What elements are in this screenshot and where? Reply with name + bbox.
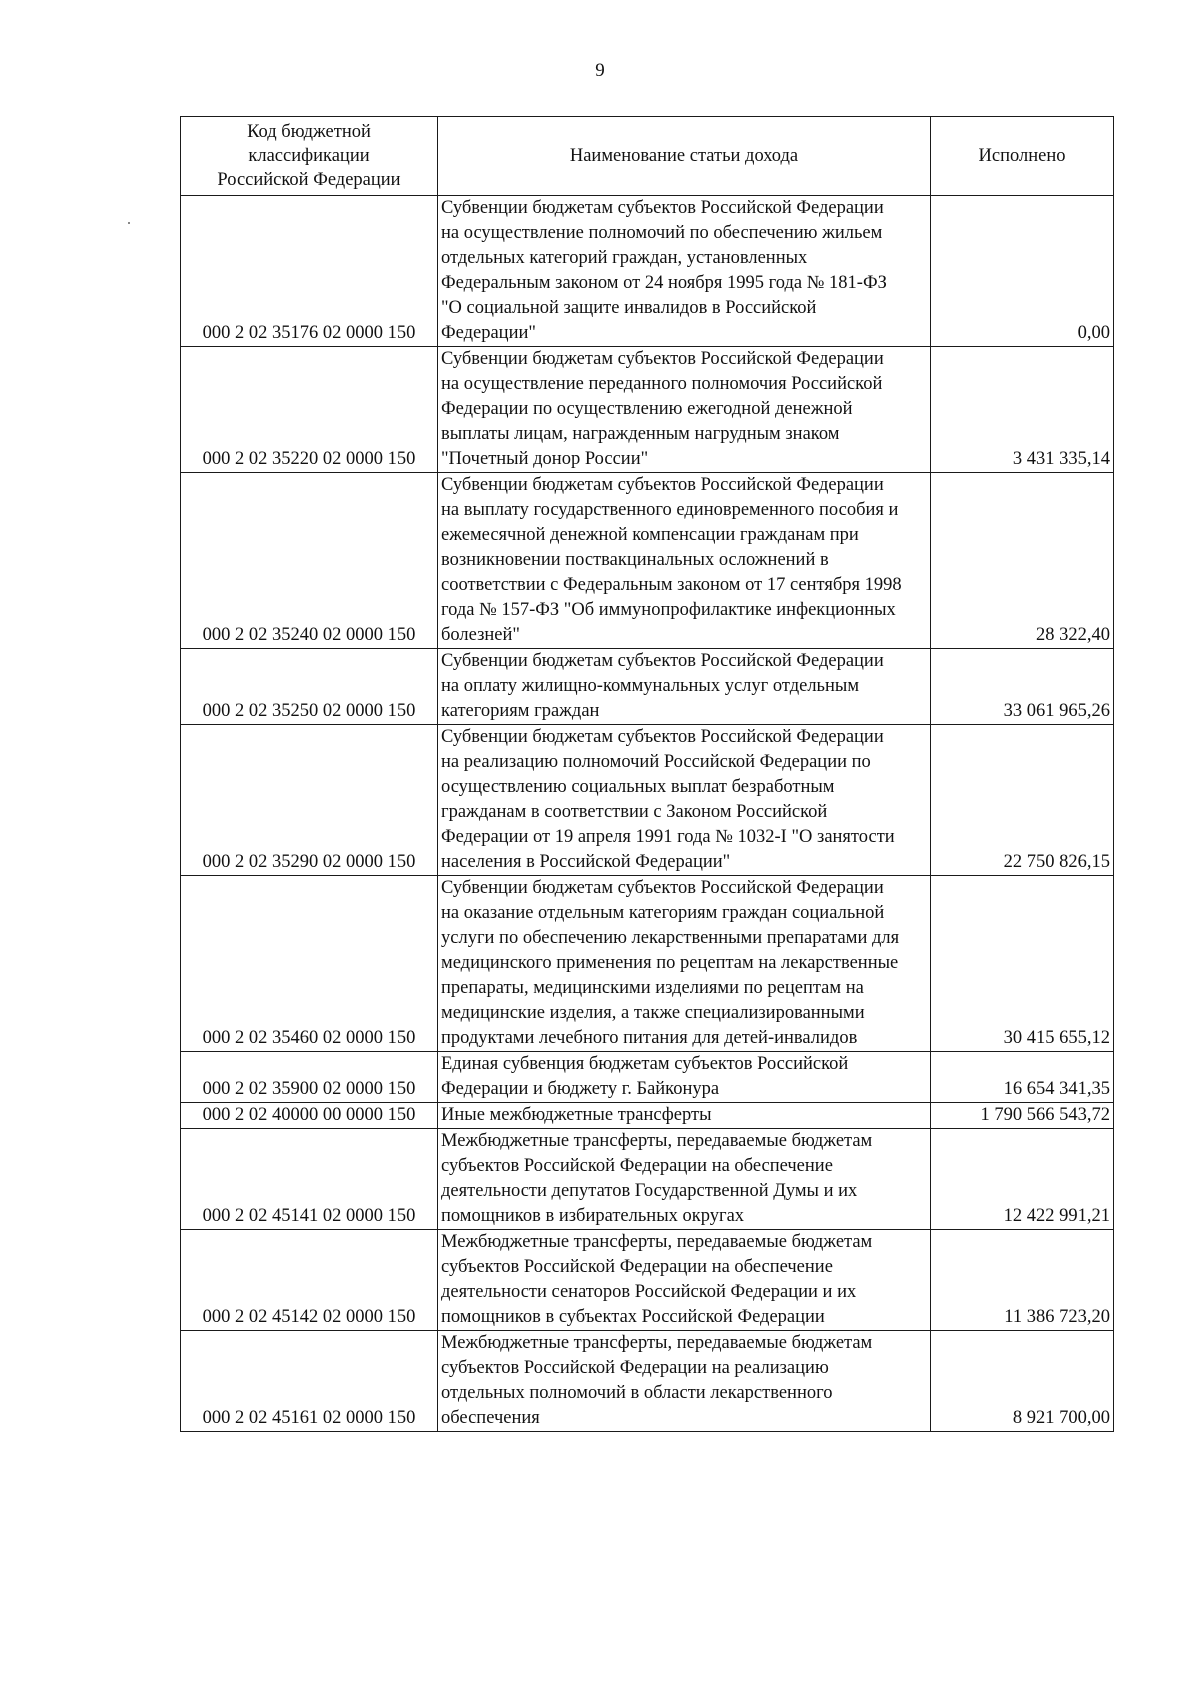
revenue-name-line: болезней" [441, 625, 520, 645]
revenue-name-line: соответствии с Федеральным законом от 17 сентября 1998 [441, 575, 902, 595]
revenue-name-line: медицинские изделия, а также специализированными [441, 1003, 865, 1023]
executed-amount-cell: 33 061 965,26 [931, 649, 1114, 725]
revenue-name-line: категориям граждан [441, 701, 600, 721]
scan-artifact-dot [128, 222, 130, 224]
revenue-name-line: Субвенции бюджетам субъектов Российской Федерации [441, 349, 884, 369]
revenue-name-line: на реализацию полномочий Российской Федерации по [441, 752, 871, 772]
executed-amount-cell: 30 415 655,12 [931, 876, 1114, 1052]
executed-amount-cell: 8 921 700,00 [931, 1331, 1114, 1432]
header-name: Наименование статьи дохода [438, 117, 931, 196]
budget-code-cell: 000 2 02 40000 00 0000 150 [181, 1103, 438, 1129]
revenue-name-cell [438, 1331, 931, 1432]
revenue-name-line: на оплату жилищно-коммунальных услуг отдельным [441, 676, 860, 696]
executed-amount-cell: 0,00 [931, 196, 1114, 347]
revenue-name-cell [438, 876, 931, 1052]
revenue-name-line: ежемесячной денежной компенсации гражданам при [441, 525, 859, 545]
revenue-name-line: гражданам в соответствии с Законом Российской [441, 802, 828, 822]
revenue-name-line: помощников в избирательных округах [441, 1206, 745, 1226]
revenue-name-line: Федеральным законом от 24 ноября 1995 года № 181-ФЗ [441, 273, 887, 293]
budget-code-cell: 000 2 02 35240 02 0000 150 [181, 473, 438, 649]
revenue-name-line: помощников в субъектах Российской Федерации [441, 1307, 825, 1327]
revenue-name-line: Субвенции бюджетам субъектов Российской Федерации [441, 651, 884, 671]
executed-amount-cell: 28 322,40 [931, 473, 1114, 649]
revenue-name-line: субъектов Российской Федерации на обеспечение [441, 1156, 833, 1176]
revenue-name-cell [438, 1129, 931, 1230]
table-row [181, 725, 1114, 876]
revenue-name-line: на оказание отдельным категориям граждан социальной [441, 903, 885, 923]
executed-amount-cell: 16 654 341,35 [931, 1052, 1114, 1103]
revenue-name-line: Межбюджетные трансферты, передаваемые бюджетам [441, 1131, 873, 1151]
revenue-name-line: услуги по обеспечению лекарственными препаратами для [441, 928, 900, 948]
table-row [181, 196, 1114, 347]
revenue-name-line: на осуществление переданного полномочия Российской [441, 374, 883, 394]
revenue-name-cell [438, 473, 931, 649]
header-row [181, 117, 1114, 196]
table-body [181, 196, 1114, 1432]
budget-code-cell: 000 2 02 35250 02 0000 150 [181, 649, 438, 725]
revenue-name-cell [438, 1103, 931, 1129]
header-code-line: классификации [248, 146, 370, 166]
table-row [181, 1230, 1114, 1331]
revenue-name-cell [438, 1052, 931, 1103]
budget-code-cell: 000 2 02 35460 02 0000 150 [181, 876, 438, 1052]
budget-code-cell: 000 2 02 35290 02 0000 150 [181, 725, 438, 876]
revenue-name-line: на выплату государственного единовременного пособия и [441, 500, 899, 520]
header-code [181, 117, 438, 196]
revenue-name-line: медицинского применения по рецептам на лекарственные [441, 953, 899, 973]
budget-code-cell: 000 2 02 35900 02 0000 150 [181, 1052, 438, 1103]
table-row [181, 1103, 1114, 1129]
revenue-name-line: Единая субвенция бюджетам субъектов Российской [441, 1054, 849, 1074]
revenue-name-line: деятельности депутатов Государственной Думы и их [441, 1181, 858, 1201]
revenue-name-line: деятельности сенаторов Российской Федерации и их [441, 1282, 857, 1302]
revenue-name-line: Субвенции бюджетам субъектов Российской Федерации [441, 878, 884, 898]
revenue-name-line: Федерации" [441, 323, 536, 343]
revenue-name-line: продуктами лечебного питания для детей-инвалидов [441, 1028, 858, 1048]
revenue-name-line: года № 157-ФЗ "Об иммунопрофилактике инфекционных [441, 600, 896, 620]
revenue-name-line: "Почетный донор России" [441, 449, 649, 469]
table-row [181, 473, 1114, 649]
revenue-name-line: Федерации по осуществлению ежегодной денежной [441, 399, 853, 419]
revenue-name-line: возникновении поствакцинальных осложнений в [441, 550, 829, 570]
revenue-name-line: препараты, медицинскими изделиями по рецептам на [441, 978, 864, 998]
revenue-name-line: обеспечения [441, 1408, 540, 1428]
revenue-name-line: Субвенции бюджетам субъектов Российской Федерации [441, 198, 884, 218]
table-row [181, 649, 1114, 725]
revenue-table [180, 116, 1114, 1432]
table-row [181, 1331, 1114, 1432]
executed-amount-cell: 11 386 723,20 [931, 1230, 1114, 1331]
table-row [181, 876, 1114, 1052]
revenue-name-line: Иные межбюджетные трансферты [441, 1105, 712, 1125]
executed-amount-cell: 12 422 991,21 [931, 1129, 1114, 1230]
executed-amount-cell: 3 431 335,14 [931, 347, 1114, 473]
revenue-name-line: населения в Российской Федерации" [441, 852, 731, 872]
revenue-name-line: выплаты лицам, награжденным нагрудным знаком [441, 424, 840, 444]
revenue-name-line: "О социальной защите инвалидов в Российской [441, 298, 817, 318]
revenue-name-cell [438, 196, 931, 347]
budget-code-cell: 000 2 02 45141 02 0000 150 [181, 1129, 438, 1230]
revenue-name-line: субъектов Российской Федерации на реализацию [441, 1358, 829, 1378]
executed-amount-cell: 1 790 566 543,72 [931, 1103, 1114, 1129]
budget-code-cell: 000 2 02 35176 02 0000 150 [181, 196, 438, 347]
budget-code-cell: 000 2 02 45142 02 0000 150 [181, 1230, 438, 1331]
table-row [181, 347, 1114, 473]
revenue-name-cell [438, 347, 931, 473]
table-row [181, 1052, 1114, 1103]
revenue-name-cell [438, 649, 931, 725]
revenue-name-line: субъектов Российской Федерации на обеспечение [441, 1257, 833, 1277]
header-amount: Исполнено [931, 117, 1114, 196]
revenue-name-line: отдельных полномочий в области лекарственного [441, 1383, 833, 1403]
table-row [181, 1129, 1114, 1230]
revenue-name-line: на осуществление полномочий по обеспечению жильем [441, 223, 883, 243]
revenue-name-line: Федерации и бюджету г. Байконура [441, 1079, 720, 1099]
budget-code-cell: 000 2 02 35220 02 0000 150 [181, 347, 438, 473]
revenue-name-line: Субвенции бюджетам субъектов Российской Федерации [441, 727, 884, 747]
budget-code-cell: 000 2 02 45161 02 0000 150 [181, 1331, 438, 1432]
table-header [181, 117, 1114, 196]
revenue-name-line: Межбюджетные трансферты, передаваемые бюджетам [441, 1333, 873, 1353]
revenue-name-cell [438, 725, 931, 876]
header-code-line: Код бюджетной [247, 122, 371, 142]
executed-amount-cell: 22 750 826,15 [931, 725, 1114, 876]
revenue-name-line: Межбюджетные трансферты, передаваемые бюджетам [441, 1232, 873, 1252]
header-code-line: Российской Федерации [217, 170, 401, 190]
revenue-name-line: осуществлению социальных выплат безработным [441, 777, 835, 797]
revenue-name-line: Субвенции бюджетам субъектов Российской Федерации [441, 475, 884, 495]
page-number: 9 [595, 60, 605, 81]
revenue-name-line: Федерации от 19 апреля 1991 года № 1032-I "О занятости [441, 827, 895, 847]
revenue-name-cell [438, 1230, 931, 1331]
revenue-name-line: отдельных категорий граждан, установленных [441, 248, 808, 268]
